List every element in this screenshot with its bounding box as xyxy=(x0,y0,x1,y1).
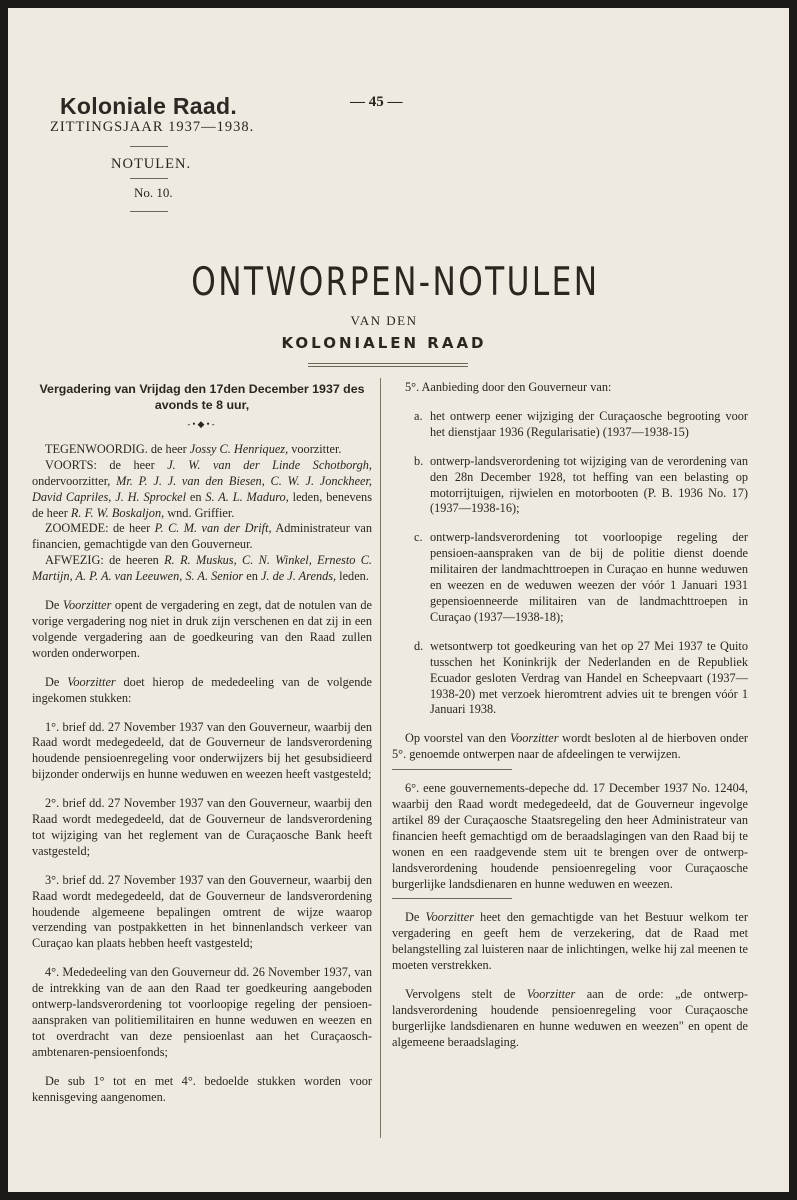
stuk-3: 3°. brief dd. 27 November 1937 van den Gouverneur, waarbij den Raad wordt medegedeeld, dat de Gouverneur de landsverordening houdende algemeene bepalingen omtrent de wijze waarop verzending van postpakketten in het binnenlandsch verkeer van Curaçao kan plaats hebben heeft vastgesteld; xyxy=(32,872,372,951)
kennisgeving-paragraph: De sub 1° tot en met 4°. bedoelde stukken worden voor kennisgeving aangenomen. xyxy=(32,1073,372,1104)
zoomede-paragraph: ZOOMEDE: de heer P. C. M. van der Drift, Administrateur van financien, gemachtigde van den Gouverneur. xyxy=(32,521,372,552)
voorts-paragraph: VOORTS: de heer J. W. van der Linde Schotborgh, ondervoorzitter, Mr. P. J. J. van den Biesen, C. W. J. Jonckheer, David Capriles, J. H. Sprockel en S. A. L. Maduro, leden, benevens de heer R. F. W. Boskaljon, wnd. Griffier. xyxy=(32,457,372,520)
list-item: c. ontwerp-landsverordening tot voorloopige regeling der pensioen-aanspraken van de bij de politie dienst doende militairen der landmachttroepen in Curaçao en hunne weduwen en weezen en de weduwen weezen der vóór 1 Januari 1931 gepensioenneerde militairen van de landmachttroepen in Curaçao (1937—1938-18); xyxy=(414,530,748,624)
list-item: a. het ontwerp eener wijziging der Curaçaosche begrooting voor het dienstjaar 1936 (Regularisatie) (1937—1938-15) xyxy=(414,408,748,439)
column-divider xyxy=(380,378,381,1138)
afwezig-paragraph: AFWEZIG: de heeren R. R. Muskus, C. N. Winkel, Ernesto C. Martijn, A. P. A. van Leeuwen, S. A. Senior en J. de J. Arends, leden. xyxy=(32,553,373,584)
opening-paragraph: De Voorzitter opent de vergadering en zegt, dat de notulen van de vorige vergadering nog niet in druk zijn verschenen en dat zij in een volgende vergadering aan de goedkeuring van den Raad zullen worden onderworpen. xyxy=(32,598,372,660)
stuk-5: 5°. Aanbieding door den Gouverneur van: xyxy=(405,380,612,394)
verwijzing-paragraph: Op voorstel van den Voorzitter wordt besloten al de hierboven onder 5°. genoemde ontwerpen naar de afdeelingen te verwijzen. xyxy=(392,731,749,762)
title-body-name: KOLONIALEN RAAD xyxy=(281,334,487,352)
ornament: -•◆•- xyxy=(187,419,217,429)
meeting-heading: Vergadering van Vrijdag den 17den December 1937 des avonds te 8 uur, xyxy=(39,382,365,412)
page-number: — 45 — xyxy=(350,94,403,110)
stuk-5-items xyxy=(392,409,748,718)
vervolgens-paragraph: Vervolgens stelt de Voorzitter aan de orde: „de ontwerp-landsverordening houdende pensioenregeling voor Curaçaosche burgerlijke landsdienaren en hunne weduwen en weezen" en opent de algemeene beraadslaging. xyxy=(392,987,748,1049)
header-rule-1 xyxy=(130,146,168,147)
header-notulen: NOTULEN. xyxy=(111,156,192,172)
stuk-6: 6°. eene gouvernements-depeche dd. 17 December 1937 No. 12404, waarbij den Raad wordt medegedeeld, dat de Gouverneur ingevolge artikel 89 der Curaçaosche Staatsregeling den heer Administrateur van financien heeft gemachtigd om de beraadslagingen van den Raad bij te wonen en een raadgevende stem uit te brengen over de ontwerp-landsverordening houdende pensioenregeling voor Curaçaosche burgerlijke landsdienaren en hunne weduwen en weezen. xyxy=(392,781,748,891)
stuk-1: 1°. brief dd. 27 November 1937 van den Gouverneur, waarbij den Raad wordt medegedeeld, dat de Gouverneur de landsverordening houdende pensioenregeling voor onderwijzers bij het gesubsidieerd bijzonder onderwijs en hunne weduwen en weezen heeft vastgesteld; xyxy=(32,719,372,782)
list-item: d. wetsontwerp tot goedkeuring van het op 27 Mei 1937 te Quito tusschen het Koninkrijk der Nederlanden en de Republiek Ecuador gesloten Verdrag van Handel en Scheepvaart (1937—1938-20) met verzoek hieromtrent advies uit te brengen vóór 1 Januari 1938. xyxy=(414,638,748,717)
header-zittingsjaar: ZITTINGSJAAR 1937—1938. xyxy=(50,119,255,135)
document-page xyxy=(8,8,789,1192)
title-van-den: VAN DEN xyxy=(350,313,418,328)
tegenwoordig-paragraph: TEGENWOORDIG. de heer Jossy C. Henriquez, voorzitter. xyxy=(45,441,342,456)
header-number: No. 10. xyxy=(134,185,173,200)
header-rule-3 xyxy=(130,211,168,212)
title-double-rule xyxy=(308,363,468,367)
main-title: ONTWORPEN-NOTULEN xyxy=(191,260,600,305)
header-org: Koloniale Raad. xyxy=(60,93,238,119)
mededeeling-paragraph: De Voorzitter doet hierop de mededeeling van de volgende ingekomen stukken: xyxy=(32,674,372,705)
stuk-4: 4°. Mededeeling van den Gouverneur dd. 26 November 1937, van de intrekking van de aan den Raad ter goedkeuring aangeboden ontwerp-landsverordening tot voorloopige regeling der pensioen-aanspraken van politiemilitairen en hunne weduwen en weezen en tot overdracht van deze pensioenlast aan het Curaçaosch-ambtenaren-pensioenfonds; xyxy=(32,965,372,1059)
stuk-2: 2°. brief dd. 27 November 1937 van den Gouverneur, waarbij den Raad wordt medegedeeld, dat de Gouverneur de landsverordening tot wijziging van het reglement van de Curaçaosche Bank heeft vastgesteld; xyxy=(32,796,372,858)
right-column xyxy=(392,380,748,1051)
welkom-paragraph: De Voorzitter heet den gemachtigde van het Bestuur welkom ter vergadering en geeft hem de verzekering, dat de Raad met belangstelling zal luisteren naar de inlichtingen, welke hij zal meenen te moeten verstrekken. xyxy=(392,910,748,973)
section-rule xyxy=(392,898,512,899)
section-rule xyxy=(392,769,512,770)
left-column xyxy=(32,381,372,1106)
header-rule-2 xyxy=(130,178,168,179)
list-item: b. ontwerp-landsverordening tot wijziging van de verordening van den 28n December 1928, tot heffing van een belasting op motorrijtuigen, rijwielen en motorbooten (P. B. 1936 No. 17) (1937—1938-16); xyxy=(414,453,748,516)
